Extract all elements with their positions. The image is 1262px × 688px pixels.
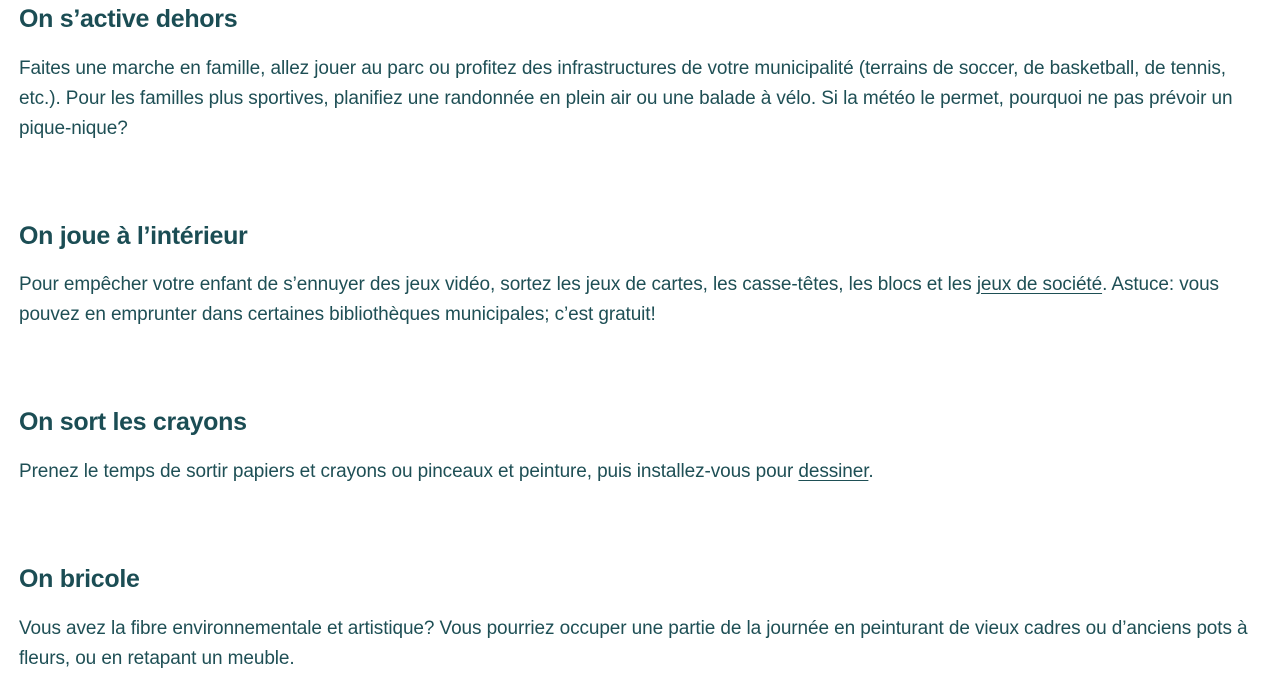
section-paragraph: Faites une marche en famille, allez jouer au parc ou profitez des infrastructures de votre municipalité (terrains de soccer, de basketball, de tennis, etc.). Pour les familles plus sportives, planifiez une randonnée en plein air ou une balade à vélo. Si la météo le permet, pourquoi ne pas prévoir un pique-nique? bbox=[19, 58, 1233, 139]
draw-link[interactable]: dessiner bbox=[798, 461, 869, 482]
paragraph-text: Pour empêcher votre enfant de s’ennuyer des jeux vidéo, sortez les jeux de cartes, les casse-têtes, les blocs et les bbox=[19, 274, 977, 295]
section-paragraph bbox=[19, 457, 1259, 487]
paragraph-text: . bbox=[868, 461, 874, 482]
section-crayons bbox=[19, 407, 1259, 487]
section-paragraph: Vous avez la fibre environnementale et artistique? Vous pourriez occuper une partie de la journée en peinturant de vieux cadres ou d’anciens pots à fleurs, ou en retapant un meuble. bbox=[19, 618, 1248, 669]
section-heading: On sort les crayons bbox=[19, 408, 247, 436]
section-active-outdoors bbox=[19, 4, 1259, 144]
section-heading: On joue à l’intérieur bbox=[19, 222, 248, 250]
section-crafts bbox=[19, 564, 1259, 674]
section-heading: On bricole bbox=[19, 565, 140, 593]
paragraph-text: . Astuce: vous pouvez en emprunter dans certaines bibliothèques municipales; c’est gratuit! bbox=[19, 274, 1219, 325]
board-games-link[interactable]: jeux de société bbox=[976, 274, 1103, 295]
section-heading: On s’active dehors bbox=[19, 5, 238, 33]
section-play-indoors bbox=[19, 221, 1259, 330]
section-paragraph bbox=[19, 270, 1259, 330]
paragraph-text: Prenez le temps de sortir papiers et crayons ou pinceaux et peinture, puis installez-vous pour bbox=[19, 461, 799, 482]
